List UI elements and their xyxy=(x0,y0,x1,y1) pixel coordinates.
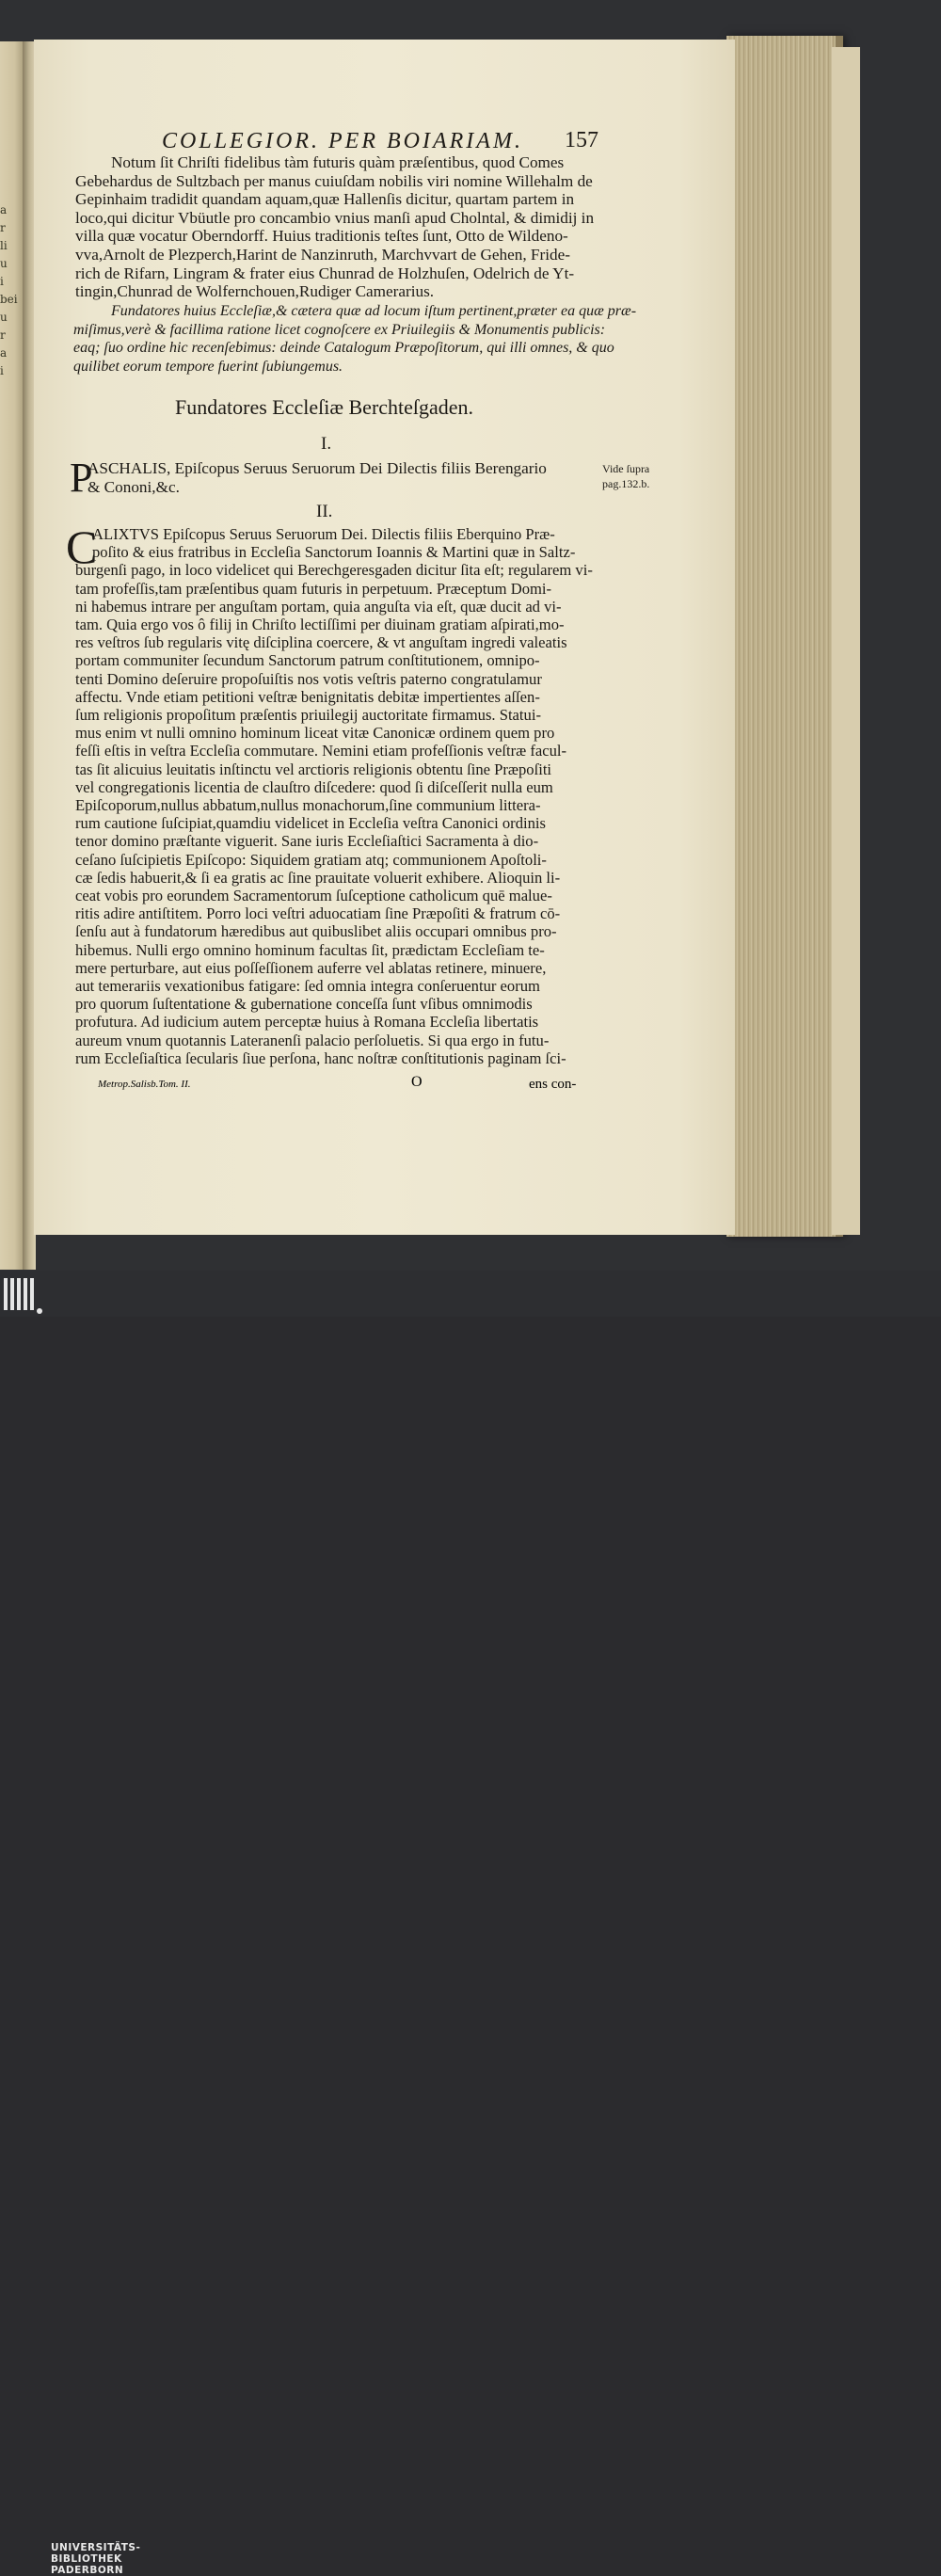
text-line: pro quorum ſuſtentatione & gubernatione conceſſa ſunt vſibus omnimodis xyxy=(75,995,533,1014)
margin-letter: i xyxy=(0,364,4,377)
margin-letter: i xyxy=(0,275,4,288)
dropcap-p: P xyxy=(70,455,93,501)
text-line: tam. Quia ergo vos ô filij in Chriſto lectiſſimi per diuinam gratiam aſpirati,mo- xyxy=(75,616,565,633)
margin-letter: r xyxy=(0,328,6,342)
text-line: mus enim vt nulli omnino hominum liceat vitæ Canonicæ ordinem quem pro xyxy=(75,724,555,743)
text-line: res veſtros ſub regularis vitę diſciplina coercere, & vt anguſtam ingredi valeatis xyxy=(75,633,567,652)
margin-letter: a xyxy=(0,203,8,216)
page-edges xyxy=(726,36,843,1237)
text-line: villa quæ vocatur Oberndorff. Huius traditionis teſtes ſunt, Otto de Wildeno- xyxy=(75,227,568,246)
text-line: Gepinhaim tradidit quandam aquam,quæ Hallenſis dicitur, quartam partem in xyxy=(75,190,575,209)
library-name-line: PADERBORN xyxy=(51,2565,124,2576)
text-line: Notum ſit Chriſti fidelibus tàm futuris quàm præſentibus, quod Comes xyxy=(111,153,565,171)
text-line: Gebehardus de Sultzbach per manus cuiuſdam nobilis viri nomine Willehalm de xyxy=(75,171,593,190)
library-footer xyxy=(0,1271,941,2576)
text-line: profutura. Ad iudicium autem perceptæ huius à Romana Eccleſia libertatis xyxy=(75,1013,539,1032)
text-line: & Cononi,&c. xyxy=(88,477,180,496)
margin-letter: u xyxy=(0,257,8,270)
text-line: hibemus. Nulli ergo omnino hominum facultas ſit, prædictam Eccleſiam te- xyxy=(75,940,545,959)
page-number: 157 xyxy=(565,128,598,152)
text-line: poſito & eius fratribus in Eccleſia Sanctorum Ioannis & Martini quæ in Saltz- xyxy=(92,543,576,562)
margin-note xyxy=(602,461,649,491)
margin-letter: u xyxy=(0,311,8,324)
text-line: ſum religionis propoſitum præſentis priuilegij auctoritate firmamus. Statui- xyxy=(75,706,541,724)
text-line: ritis adire antiſtitem. Porro loci veſtri aduocatiam ſine Præpoſiti & fratrum cō- xyxy=(75,904,561,923)
text-line: portam communiter ſecundum Sanctorum patrum conſtitutionem, omnipo- xyxy=(75,651,540,670)
library-name-line: BIBLIOTHEK xyxy=(51,2553,122,2565)
margin-letter: r xyxy=(0,221,6,234)
text-line: miſimus,verè & facillima ratione licet cognoſcere ex Priuilegiis & Monumentis publicis: xyxy=(73,321,606,338)
text-line: tenor domino præſtante viguerit. Sane iuris Eccleſiaſtici Sacramenta à dio- xyxy=(75,832,539,851)
text-line: ASCHALIS, Epiſcopus Seruus Seruorum Dei Dilectis filiis Berengario xyxy=(88,459,547,477)
text-line: ni habemus intrare per anguſtam portam, quia anguſta via eſt, quæ ducit ad vi- xyxy=(75,597,562,616)
text-line: Epiſcoporum,nullus abbatum,nullus monachorum,ſine communium littera- xyxy=(75,796,541,814)
text-line: vva,Arnolt de Plezperch,Harint de Nanzinruth, Marchvvart de Gehen, Fride- xyxy=(75,246,570,264)
text-line: rich de Rifarn, Lingram & frater eius Chunrad de Holzhuſen, Odelrich de Yt- xyxy=(75,264,575,282)
text-line: ceſano ſuſcipietis Epiſcopo: Siquidem gratiam atq; communionem Apoſtoli- xyxy=(75,850,547,869)
section-heading: Fundatores Eccleſiæ Berchteſgaden. xyxy=(175,395,474,419)
text-line: ceat vobis pro eorundem Sacramentorum ſuſceptione catholicum quē malue- xyxy=(75,887,552,904)
text-line: eaq; ſuo ordine hic recenſebimus: deinde Catalogum Præpoſitorum, qui illi omnes, & quo xyxy=(73,340,614,356)
text-line: quilibet eorum tempore fuerint ſubiungemus. xyxy=(73,358,343,375)
library-logo-icon xyxy=(2,1272,43,1316)
margin-note-line: Vide ſupra xyxy=(602,462,650,475)
margin-note-line: pag.132.b. xyxy=(602,477,650,490)
text-line: mere perturbare, aut eius poſſeſſionem auferre vel ablatas retinere, minuere, xyxy=(75,958,547,977)
text-line: feſſi eſtis in veſtra Eccleſia commutare. Nemini etiam profeſſionis veſtræ facul- xyxy=(75,742,567,760)
document-numeral-2: II. xyxy=(316,502,333,521)
text-line: tingin,Chunrad de Wolfernchouen,Rudiger Camerarius. xyxy=(75,282,435,301)
dropcap-c: C xyxy=(66,520,98,573)
text-line: tas ſit alicuius leuitatis inſtinctu vel arctioris religionis obtentu ſine Præpoſiti xyxy=(75,760,552,778)
text-line: cæ ſedis habuerit,& ſi ea gratis ac ſine prauitate voluerit exhibere. Alioquin li- xyxy=(75,868,561,887)
margin-letter: bei xyxy=(0,293,18,306)
left-page-edge xyxy=(0,41,24,1270)
text-line: ſenſu aut à fundatorum hæredibus aut quibuslibet aliis occupari omnibus pro- xyxy=(75,922,557,941)
text-line: Fundatores huius Eccleſiæ,& cætera quæ ad locum iſtum pertinent,præter ea quæ præ- xyxy=(111,303,637,319)
text-line: aut temerariis vexationibus fatigare: ſed omnia integra conſeruentur eorum xyxy=(75,977,540,995)
text-line: rum cautione ſuſcipiat,quamdiu videlicet in Eccleſia veſtra Canonici ordinis xyxy=(75,814,546,833)
margin-letter: li xyxy=(0,239,8,252)
signature-mark: O xyxy=(411,1074,423,1090)
scan-area xyxy=(0,0,941,1271)
left-margin-letters xyxy=(0,201,18,380)
running-title: COLLEGIOR. PER BOIARIAM. xyxy=(162,129,523,153)
text-line: rum Eccleſiaſtica ſecularis ſiue perſona, hanc noſtræ conſtitutionis paginam ſci- xyxy=(75,1048,566,1067)
library-name-line: UNIVERSITÄTS- xyxy=(51,2542,141,2553)
text-line: tenti Domino deſeruire propoſuiſtis nos votis veſtris paterno congratulamur xyxy=(75,669,542,688)
margin-letter: a xyxy=(0,346,8,360)
text-line: burgenſi pago, in loco videlicet qui Berechgeresgaden dicitur ſita eſt; regularem vi- xyxy=(75,561,593,580)
text-line: ALIXTVS Epiſcopus Seruus Seruorum Dei. Dilectis filiis Eberquino Præ- xyxy=(92,525,555,543)
library-name xyxy=(51,2542,140,2576)
text-line: aureum vnum quotannis Lateranenſi palacio perſoluetis. Si qua ergo in futu- xyxy=(75,1031,550,1049)
text-line: affectu. Vnde etiam petitioni veſtræ benignitatis debitæ impertientes aſſen- xyxy=(75,687,540,706)
text-line: loco,qui dicitur Vbüutle pro concambio vnius manſi apud Cholntal, & dimidij in xyxy=(75,208,595,227)
catchword: ens con- xyxy=(529,1077,577,1092)
page-edge-outer xyxy=(832,47,860,1235)
signature-line: Metrop.Salisb.Tom. II. xyxy=(98,1079,191,1090)
text-line: vel congregationis licentia de clauſtro diſcedere: quod ſi diſceſſerit nulla eum xyxy=(75,777,553,796)
document-numeral-1: I. xyxy=(321,434,332,454)
text-line: tam profeſſis,tam præſentibus quam futuris in perpetuum. Præceptum Domi- xyxy=(75,579,552,598)
